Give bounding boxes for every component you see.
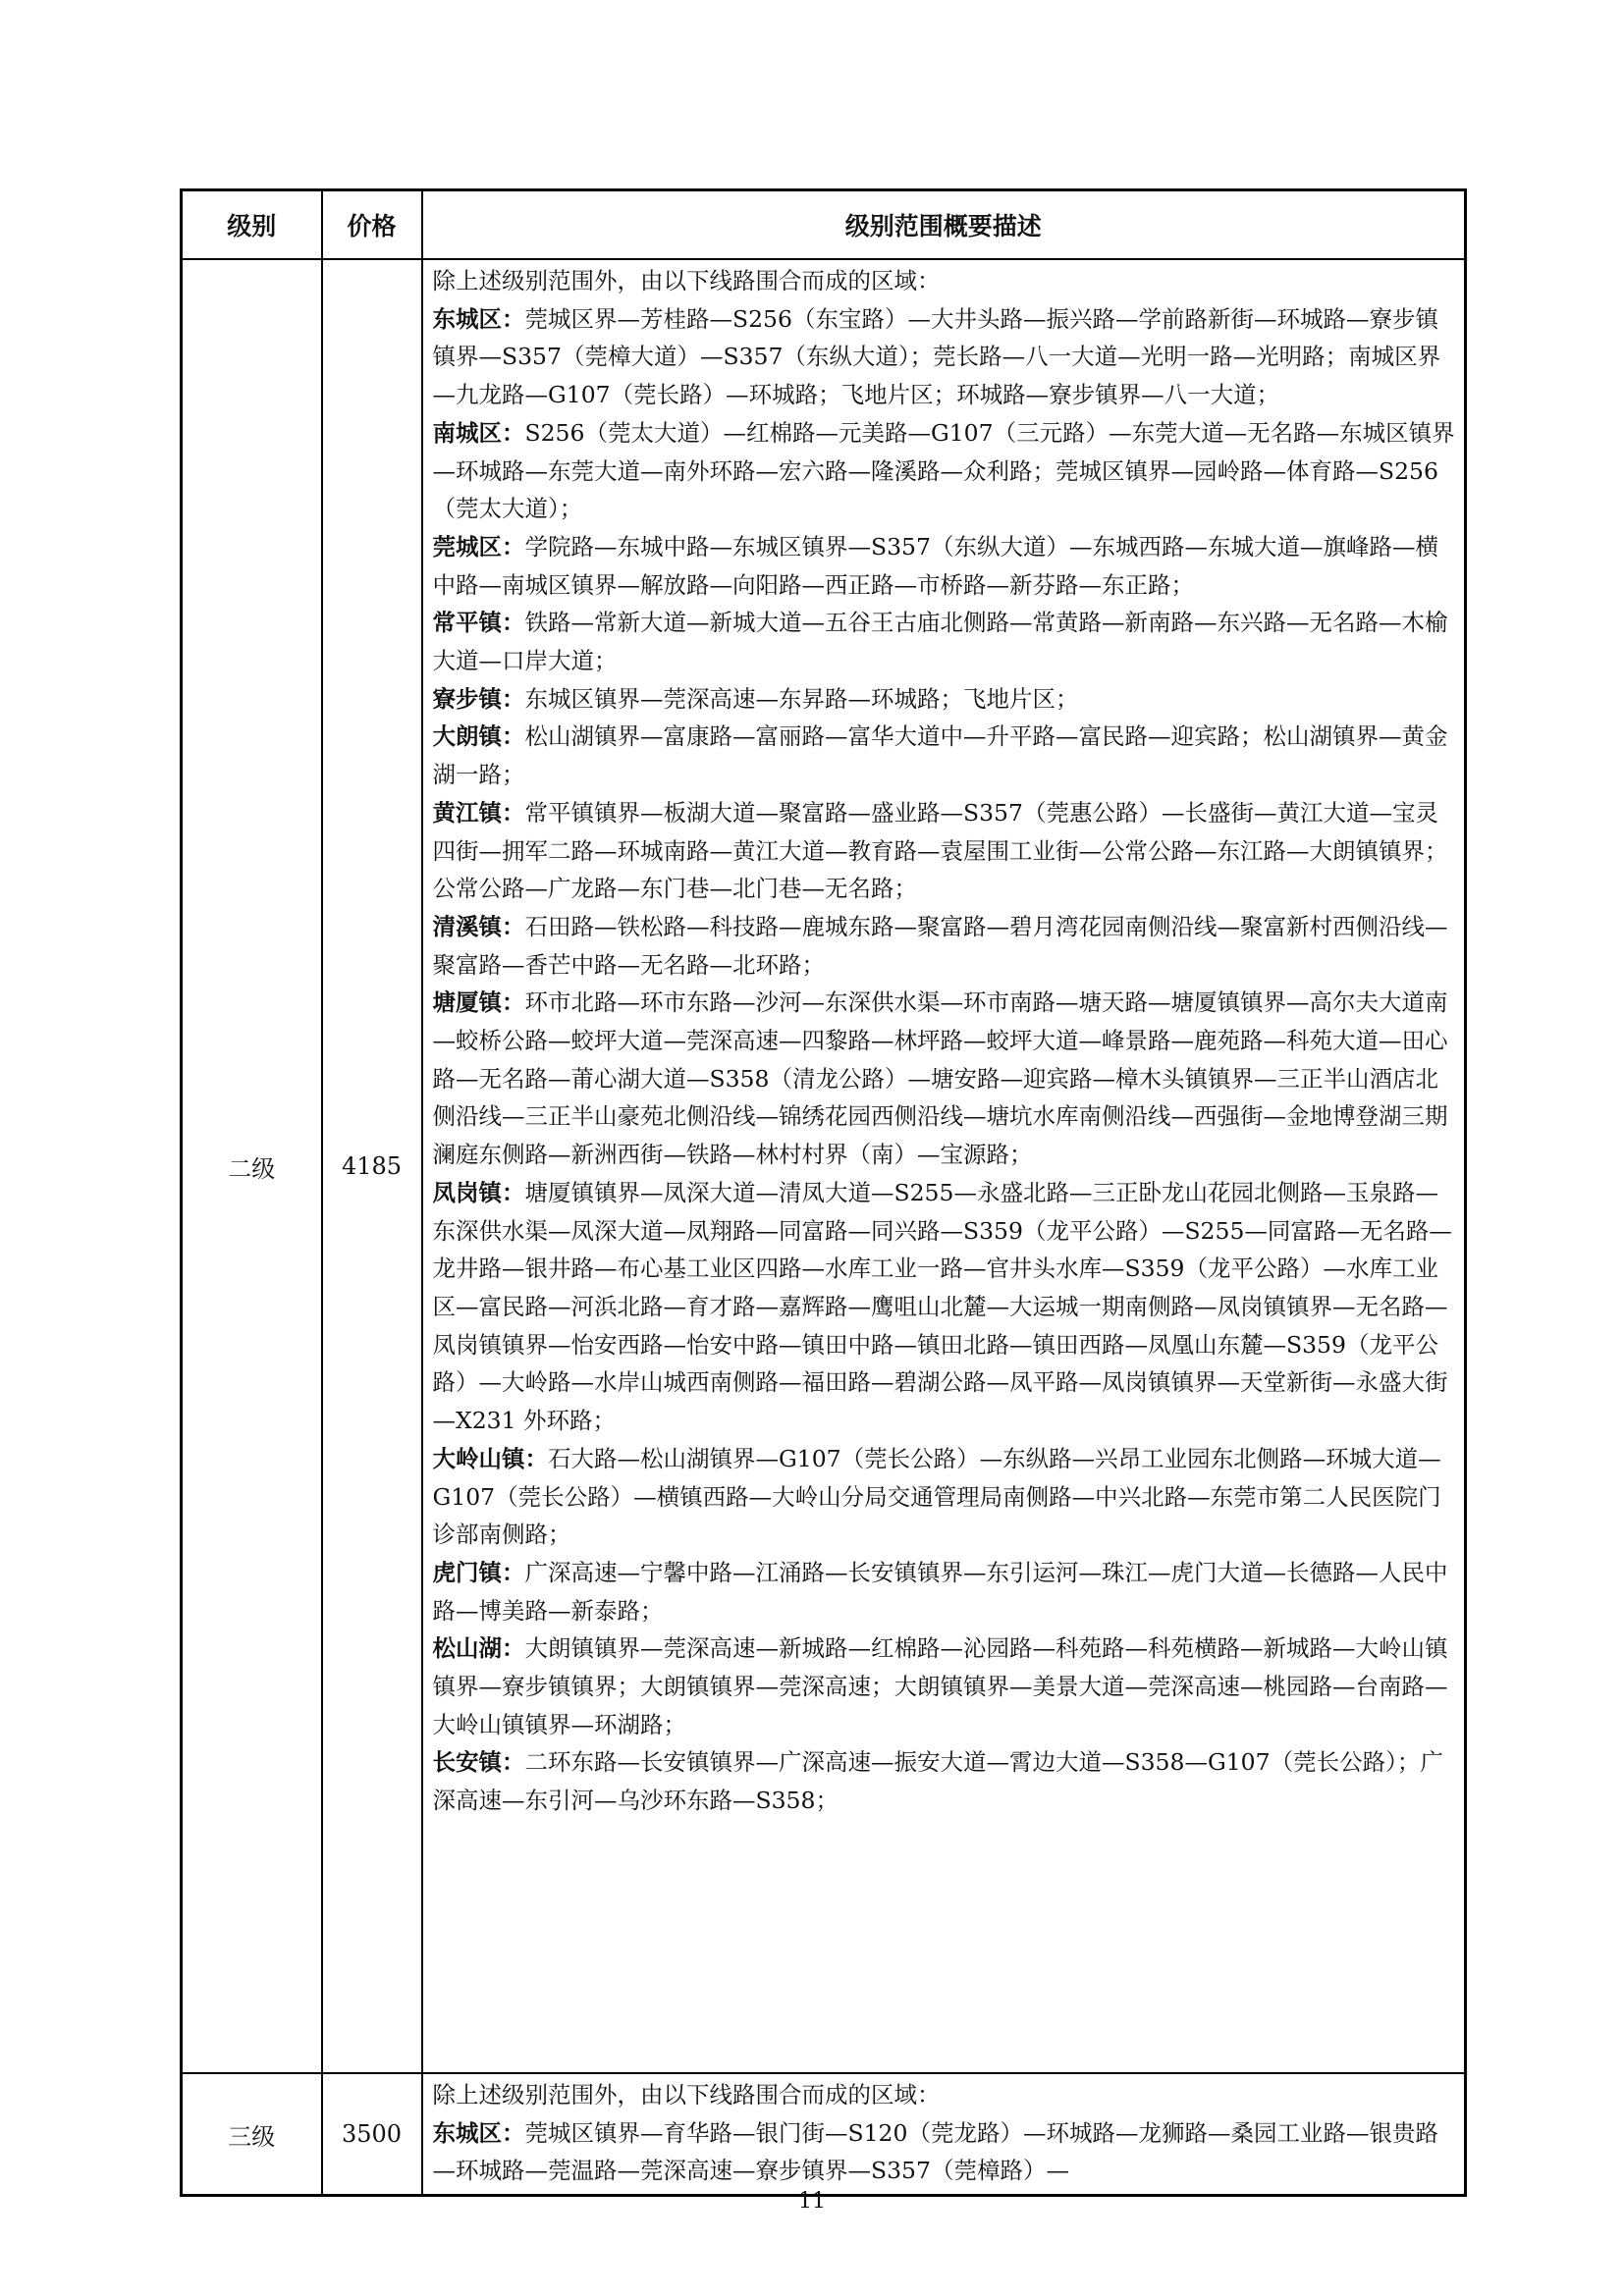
- district-name: 黄江镇：: [432, 798, 525, 827]
- header-description: 级别范围概要描述: [422, 190, 1466, 260]
- district-name: 寮步镇：: [432, 684, 525, 713]
- district-item: [433, 1743, 1459, 1819]
- district-text: 莞城区界—芳桂路—S256（东宝路）—大井头路—振兴路—学前路新街—环城路—寮步镇镇界—S357（莞樟大道）—S357（东纵大道）；莞长路—八一大道—光明一路—光明路；南城区界—九龙路—G107（莞长路）—环城路；飞地片区；环城路—寮步镇界—八一大道；: [432, 304, 1441, 409]
- row-intro: 除上述级别范围外，由以下线路围合而成的区域：: [432, 267, 941, 294]
- row-price: 4185: [322, 259, 422, 2073]
- table-row: [182, 259, 1466, 2073]
- header-level: 级别: [182, 190, 322, 260]
- row-level: 三级: [182, 2073, 322, 2196]
- district-item: [433, 1629, 1459, 1743]
- district-name: 清溪镇：: [432, 912, 525, 940]
- district-text: 石大路—松山湖镇界—G107（莞长公路）—东纵路—兴昂工业园东北侧路—环城大道—G107（莞长公路）—横镇西路—大岭山分局交通管理局南侧路—中兴北路—东莞市第二人民医院门诊部南侧路；: [432, 1444, 1441, 1549]
- district-name: 塘厦镇：: [432, 988, 525, 1017]
- district-item: [433, 2114, 1459, 2190]
- header-price: 价格: [322, 190, 422, 260]
- district-name: 松山湖：: [432, 1634, 525, 1663]
- row-description: [422, 2073, 1466, 2196]
- district-name: 凤岗镇：: [432, 1178, 525, 1206]
- district-name: 莞城区：: [432, 532, 525, 561]
- district-item: [433, 300, 1459, 414]
- district-text: 常平镇镇界—板湖大道—聚富路—盛业路—S357（莞惠公路）—长盛街—黄江大道—宝灵四街—拥军二路—环城南路—黄江大道—教育路—袁屋围工业街—公常公路—东江路—大朗镇镇界；公常公路—广龙路—东门巷—北门巷—无名路；: [432, 798, 1448, 903]
- table-header-row: [182, 190, 1466, 260]
- district-item: [433, 1554, 1459, 1629]
- district-name: 大岭山镇：: [432, 1444, 548, 1472]
- district-item: [433, 794, 1459, 908]
- district-name: 南城区：: [432, 418, 525, 447]
- district-text: 铁路—常新大道—新城大道—五谷王古庙北侧路—常黄路—新南路—东兴路—无名路—木榆大道—口岸大道；: [432, 609, 1448, 675]
- page-number: 11: [798, 2189, 826, 2214]
- row-price: 3500: [322, 2073, 422, 2196]
- district-item: [433, 528, 1459, 604]
- district-item: [433, 1174, 1459, 1440]
- row-description: [422, 259, 1466, 2073]
- district-item: [433, 908, 1459, 984]
- district-name: 大朗镇：: [432, 722, 525, 751]
- district-text: 东城区镇界—莞深高速—东昇路—环城路；飞地片区；: [524, 684, 1079, 713]
- table-row: [182, 2073, 1466, 2196]
- district-name: 虎门镇：: [432, 1558, 525, 1586]
- grade-table: [180, 188, 1467, 2197]
- district-item: [433, 984, 1459, 1174]
- district-text: 塘厦镇镇界—凤深大道—清凤大道—S255—永盛北路—三正卧龙山花园北侧路—玉泉路—东深供水渠—凤深大道—凤翔路—同富路—同兴路—S359（龙平公路）—S255—同富路—无名路—龙井路—银井路—布心基工业区四路—水库工业一路—官井头水库—S359（龙平公路）—水库工业区—富民路—河浜北路—育才路—嘉辉路—鹰咀山北麓—大运城一期南侧路—凤岗镇镇界—无名路—凤岗镇镇界—怡安西路—怡安中路—镇田中路—镇田北路—镇田西路—凤凰山东麓—S359（龙平公路）—大岭路—水岸山城西南侧路—福田路—碧湖公路—凤平路—凤岗镇镇界—天堂新街—永盛大街—X231 外环路；: [432, 1178, 1452, 1435]
- district-item: [433, 718, 1459, 793]
- district-item: [433, 604, 1459, 679]
- district-text: 二环东路—长安镇镇界—广深高速—振安大道—霄边大道—S358—G107（莞长公路）；广深高速—东引河—乌沙环东路—S358；: [432, 1748, 1443, 1815]
- row-level: 二级: [182, 259, 322, 2073]
- district-text: S256（莞太大道）—红棉路—元美路—G107（三元路）—东莞大道—无名路—东城区镇界—环城路—东莞大道—南外环路—宏六路—隆溪路—众利路；莞城区镇界—园岭路—体育路—S256（莞太大道）；: [432, 418, 1455, 523]
- row-intro: 除上述级别范围外，由以下线路围合而成的区域：: [432, 2081, 941, 2109]
- district-item: [433, 414, 1459, 528]
- district-text: 石田路—铁松路—科技路—鹿城东路—聚富路—碧月湾花园南侧沿线—聚富新村西侧沿线—聚富路—香芒中路—无名路—北环路；: [432, 912, 1448, 979]
- district-item: [433, 680, 1459, 719]
- district-item: [433, 1440, 1459, 1554]
- district-text: 莞城区镇界—育华路—银门街—S120（莞龙路）—环城路—龙狮路—桑园工业路—银贵路—环城路—莞温路—莞深高速—寮步镇界—S357（莞樟路）—: [432, 2118, 1438, 2185]
- district-name: 东城区：: [432, 304, 525, 333]
- district-text: 广深高速—宁馨中路—江涌路—长安镇镇界—东引运河—珠江—虎门大道—长德路—人民中路—博美路—新泰路；: [432, 1558, 1448, 1625]
- district-name: 长安镇：: [432, 1748, 525, 1777]
- district-name: 东城区：: [432, 2118, 525, 2147]
- district-text: 大朗镇镇界—莞深高速—新城路—红棉路—沁园路—科苑路—科苑横路—新城路—大岭山镇镇界—寮步镇镇界；大朗镇镇界—莞深高速；大朗镇镇界—美景大道—莞深高速—桃园路—台南路—大岭山镇镇界—环湖路；: [432, 1634, 1448, 1738]
- district-name: 常平镇：: [432, 609, 525, 637]
- district-text: 学院路—东城中路—东城区镇界—S357（东纵大道）—东城西路—东城大道—旗峰路—横中路—南城区镇界—解放路—向阳路—西正路—市桥路—新芬路—东正路；: [432, 532, 1438, 599]
- district-text: 环市北路—环市东路—沙河—东深供水渠—环市南路—塘天路—塘厦镇镇界—高尔夫大道南—蛟桥公路—蛟坪大道—莞深高速—四黎路—林坪路—蛟坪大道—峰景路—鹿苑路—科苑大道—田心路—无名路—莆心湖大道—S358（清龙公路）—塘安路—迎宾路—樟木头镇镇界—三正半山酒店北侧沿线—三正半山豪苑北侧沿线—锦绣花园西侧沿线—塘坑水库南侧沿线—西强街—金地博登湖三期澜庭东侧路—新洲西街—铁路—林村村界（南）—宝源路；: [432, 988, 1448, 1169]
- district-text: 松山湖镇界—富康路—富丽路—富华大道中—升平路—富民路—迎宾路；松山湖镇界—黄金湖一路；: [432, 722, 1448, 789]
